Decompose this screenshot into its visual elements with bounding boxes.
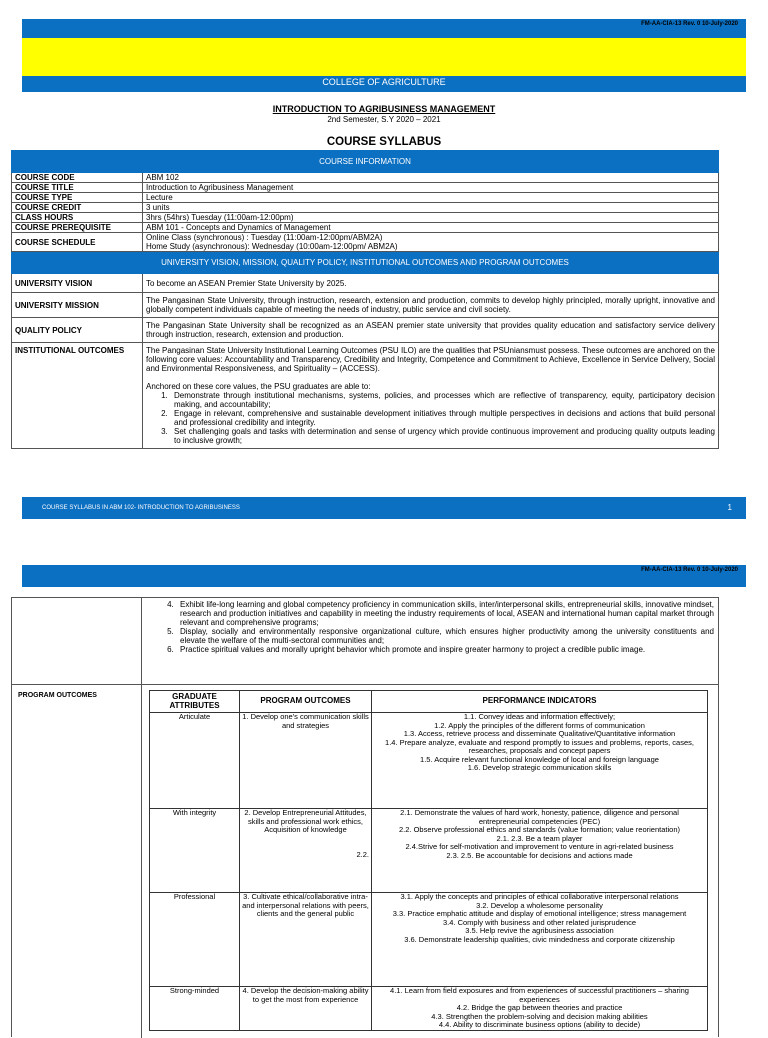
info-row	[12, 213, 719, 223]
attribute-cell: Articulate	[150, 713, 240, 809]
outcome-cell: 1. Develop one's communication skills and strategies	[240, 713, 372, 809]
schedule-line: Home Study (asynchronous): Wednesday (10:00am-12:00pm/ ABM2A)	[146, 242, 398, 251]
course-info-band: COURSE INFORMATION	[12, 151, 719, 173]
io-item: 1. Demonstrate through institutional mechanisms, systems, policies, and processes which are reflective of transparency, equity, participatory decision making, and accountability;	[170, 391, 715, 409]
schedule-value	[143, 233, 719, 252]
io-list-continued	[176, 600, 714, 654]
info-label: COURSE CODE	[12, 173, 143, 183]
info-row	[12, 233, 719, 252]
course-info-table	[11, 150, 719, 449]
info-row	[12, 203, 719, 213]
indicator: 1.1. Convey ideas and information effectively;	[463, 712, 616, 721]
page2-header-band	[22, 565, 746, 587]
row-divider	[12, 684, 718, 685]
indicator: 3.2. Develop a wholesome personality	[476, 900, 603, 910]
schedule-line: Online Class (synchronous) : Tuesday (11:00am-12:00pm/ABM2A)	[146, 233, 383, 242]
indicator: 4.2. Bridge the gap between theories and practice	[456, 1003, 623, 1012]
info-row	[12, 223, 719, 233]
info-label: COURSE PREREQUISITE	[12, 223, 143, 233]
indicator: 1.3. Access, retrieve process and disseminate Qualitative/Quantitative information	[403, 729, 676, 738]
college-name: COLLEGE OF AGRICULTURE	[22, 76, 746, 92]
attribute-cell: Professional	[150, 893, 240, 987]
info-row	[12, 173, 719, 183]
attribute-cell: With integrity	[150, 809, 240, 893]
outcome-cell: 4. Develop the decision-making ability to get the most from experience	[240, 987, 372, 1031]
io-intro: The Pangasinan State University Institutional Learning Outcomes (PSU ILO) are the qualities that PSUniansmust possess. These outcomes are anchored on the following core values: Accountability and Transparency, Credibility and Integrity, Competence and Commitment to Achieve, Excellence in Service Delivery, Social and Environmental Responsiveness, and Spirituality – (ACCESS).	[146, 346, 715, 373]
io-list	[170, 391, 715, 445]
info-label: COURSE CREDIT	[12, 203, 143, 213]
mission-text: The Pangasinan State University, through instruction, research, extension and production, commits to develop highly principled, morally upright, innovative and globally competent individuals capable of meeting the needs of industry, public service and civil society.	[143, 293, 719, 318]
indicator: 2.1. 2.3. Be a team player	[496, 833, 583, 843]
info-value: Introduction to Agribusiness Management	[143, 183, 719, 193]
info-label: COURSE TYPE	[12, 193, 143, 203]
indicators-cell	[372, 893, 708, 987]
indicators-cell	[372, 809, 708, 893]
info-value: 3hrs (54hrs) Tuesday (11:00am-12:00pm)	[143, 213, 719, 223]
vision-row	[12, 274, 719, 293]
indicator: 2.4.Strive for self-motivation and improvement to venture in agri-related business	[405, 842, 674, 851]
table-row	[150, 713, 708, 809]
indicator: 1.2. Apply the principles of the different forms of communication	[434, 720, 645, 730]
io-anchor: Anchored on these core values, the PSU graduates are able to:	[146, 382, 371, 391]
io-continued	[152, 600, 714, 654]
form-code: FM-AA-CIA-13 Rev. 0 10-July-2020	[641, 567, 738, 573]
outcome-cell: 3. Cultivate ethical/collaborative intra- and interpersonal relations with peers, clients and the general public	[240, 893, 372, 987]
io-item: 5. Display, socially and environmentally responsive organizational culture, which ensures higher productivity among the university constituents and elevate the welfare of the multi-sectoral communities and;	[176, 627, 714, 645]
form-code: FM-AA-CIA-13 Rev. 0 10-July-2020	[641, 21, 738, 27]
indicators-cell	[372, 713, 708, 809]
quality-row	[12, 318, 719, 343]
table-row	[150, 809, 708, 893]
io-item: 6. Practice spiritual values and morally upright behavior which promote and inspire greater harmony to project a credible public image.	[176, 645, 714, 654]
outcome-tail: 2.2.	[356, 849, 369, 859]
vision-label: UNIVERSITY VISION	[12, 274, 143, 293]
indicator: 3.3. Practice emphatic attitude and display of emotional intelligence; stress management	[392, 909, 687, 918]
mission-label: UNIVERSITY MISSION	[12, 293, 143, 318]
mission-row	[12, 293, 719, 318]
indicator: 4.3. Strengthen the problem-solving and decision making abilities	[431, 1011, 648, 1021]
indicators-cell	[372, 987, 708, 1031]
column-divider	[141, 598, 142, 1038]
indicator: 2.3. 2.5. Be accountable for decisions and actions made	[446, 850, 633, 860]
info-value: ABM 101 - Concepts and Dynamics of Management	[143, 223, 719, 233]
quality-text: The Pangasinan State University shall be recognized as an ASEAN premier state university that provides quality education and satisfactory service delivery through instruction, research, extension and production.	[143, 318, 719, 343]
indicator: 3.1. Apply the concepts and principles of ethical collaborative interpersonal relations	[400, 892, 679, 901]
course-title-heading: INTRODUCTION TO AGRIBUSINESS MANAGEMENT	[272, 104, 496, 114]
io-item: 4. Exhibit life-long learning and global competency proficiency in communication skills, inter/interpersonal skills, entrepreneurial skills, innovative mindset, research and production initiatives and capability in meeting the industry requirements of local, ASEAN and international human capital market through relevant and comprehensive programs;	[176, 600, 714, 627]
io-content	[143, 343, 719, 449]
indicator: 4.1. Learn from field exposures and from experiences of successful practitioners – sharing experiences	[390, 986, 689, 1004]
syllabus-heading: COURSE SYLLABUS	[326, 136, 442, 148]
info-row	[12, 183, 719, 193]
info-row	[12, 193, 719, 203]
table-row	[150, 987, 708, 1031]
program-outcomes-table	[149, 690, 708, 1031]
io-row	[12, 343, 719, 449]
col-header: GRADUATE ATTRIBUTES	[150, 691, 240, 713]
indicator: 3.5. Help revive the agribusiness association	[465, 926, 614, 935]
col-header: PROGRAM OUTCOMES	[240, 691, 372, 713]
schedule-label: COURSE SCHEDULE	[12, 233, 143, 252]
io-label: INSTITUTIONAL OUTCOMES	[12, 343, 143, 449]
footer-text: COURSE SYLLABUS IN ABM 102- INTRODUCTION TO AGRIBUSINESS	[42, 505, 240, 511]
program-outcomes-label: PROGRAM OUTCOMES	[18, 692, 97, 699]
indicator: 1.4. Prepare analyze, evaluate and respond promptly to issues and problems, reports, cases, researches, proposals and concept papers	[385, 737, 694, 755]
semester-line: 2nd Semester, S.Y 2020 – 2021	[327, 115, 441, 124]
outcome-cell	[240, 809, 372, 893]
indicator: 1.6. Develop strategic communication skills	[467, 763, 612, 772]
outcome-text: 2. Develop Entrepreneurial Attitudes, skills and professional work ethics, Acquisition of knowledge	[244, 808, 367, 834]
info-label: CLASS HOURS	[12, 213, 143, 223]
indicator: 3.4. Comply with business and other related jurisprudence	[442, 917, 637, 927]
indicator: 3.6. Demonstrate leadership qualities, civic mindedness and corporate citizenship	[404, 934, 675, 944]
info-value: Lecture	[143, 193, 719, 203]
io-item: 2. Engage in relevant, comprehensive and sustainable development initiatives through multiple perspectives in decisions and actions that build personal and professional credibility and integrity.	[170, 409, 715, 427]
page-footer	[22, 497, 746, 519]
info-label: COURSE TITLE	[12, 183, 143, 193]
indicator: 2.1. Demonstrate the values of hard work, honesty, patience, diligence and personal entrepreneurial competencies (PEC)	[400, 808, 679, 826]
indicator: 2.2. Observe professional ethics and standards (value formation; value reorientation)	[399, 825, 680, 834]
page-number: 1	[727, 503, 732, 512]
vmq-band: UNIVERSITY VISION, MISSION, QUALITY POLICY, INSTITUTIONAL OUTCOMES AND PROGRAM OUTCOMES	[12, 252, 719, 274]
col-header: PERFORMANCE INDICATORS	[372, 691, 708, 713]
page1-header-band	[22, 19, 746, 38]
quality-label: QUALITY POLICY	[12, 318, 143, 343]
indicator: 4.4. Ability to discriminate business options (ability to decide)	[438, 1020, 641, 1029]
info-value: 3 units	[143, 203, 719, 213]
table-row	[150, 893, 708, 987]
indicator: 1.5. Acquire relevant functional knowledge of local and foreign language	[420, 754, 659, 764]
info-value: ABM 102	[143, 173, 719, 183]
io-item: 3. Set challenging goals and tasks with determination and sense of urgency which provide continuous improvement and producing quality outputs leading to inclusive growth;	[170, 427, 715, 445]
header-yellow-band	[22, 38, 746, 76]
vision-text: To become an ASEAN Premier State University by 2025.	[143, 274, 719, 293]
attribute-cell: Strong-minded	[150, 987, 240, 1031]
